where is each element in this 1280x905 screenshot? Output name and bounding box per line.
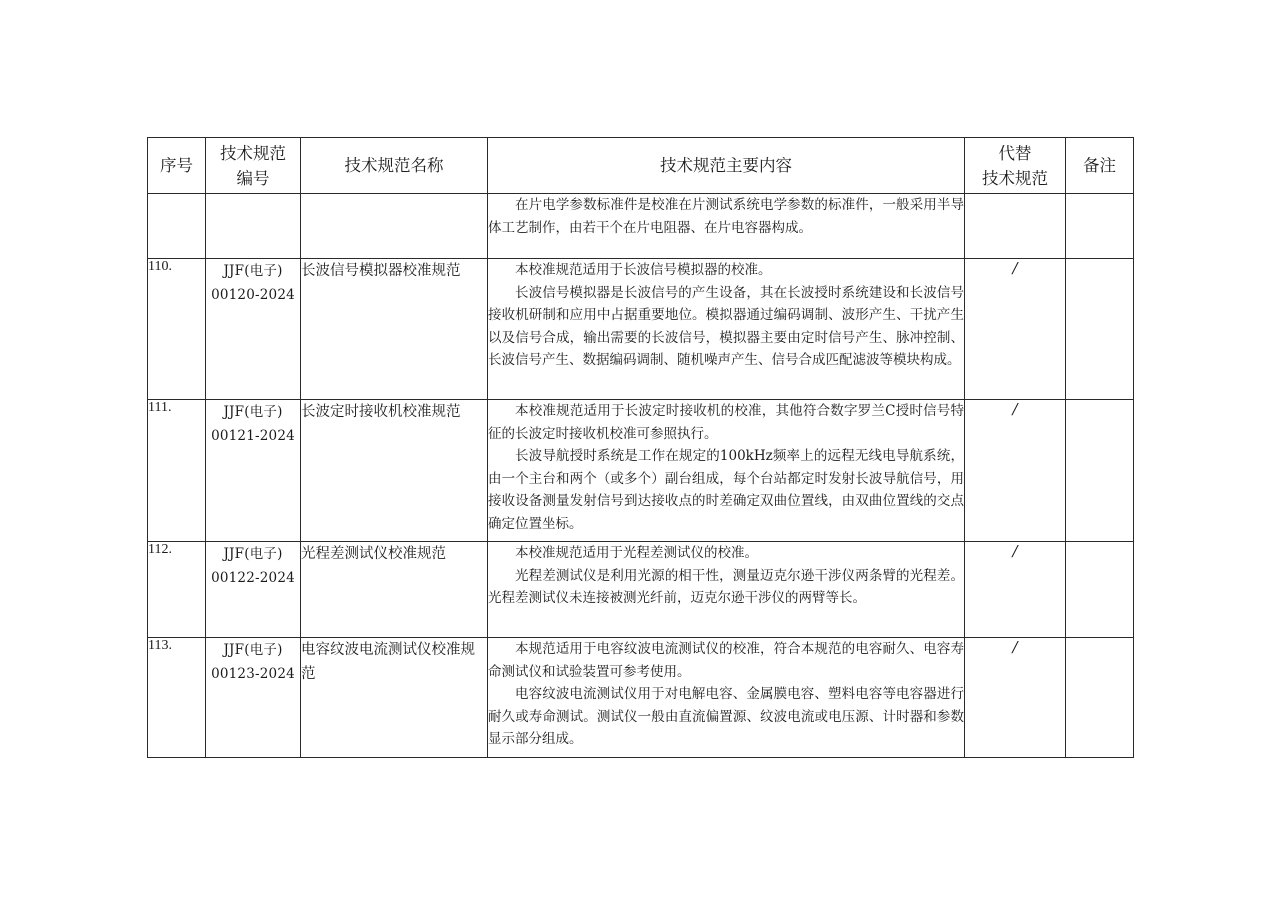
- header-code-line1: 技术规范: [220, 143, 286, 163]
- header-code: [206, 138, 301, 194]
- row-note: [1066, 638, 1134, 758]
- header-replace: [965, 138, 1066, 194]
- row-code-line2: 00120-2024: [211, 287, 295, 303]
- row-replace: /: [965, 400, 1066, 542]
- continuation-row: [148, 194, 1134, 259]
- row-name: 电容纹波电流测试仪校准规范: [301, 638, 488, 758]
- row-seq: 112.: [148, 542, 206, 638]
- header-row: [148, 138, 1134, 194]
- continuation-content-cell: [488, 194, 965, 259]
- continuation-code-cell: [206, 194, 301, 259]
- continuation-name-cell: [301, 194, 488, 259]
- row-code: [206, 542, 301, 638]
- row-seq: 110.: [148, 259, 206, 400]
- table-row: [148, 400, 1134, 542]
- header-content: 技术规范主要内容: [488, 138, 965, 194]
- continuation-replace-cell: [965, 194, 1066, 259]
- row-paragraph: 本校准规范适用于光程差测试仪的校准。: [515, 545, 758, 561]
- header-code-line2: 编号: [236, 168, 270, 188]
- row-paragraph: 电容纹波电流测试仪用于对电解电容、金属膜电容、塑料电容等电容器进行耐久或寿命测试。测试仪一般由直流偏置源、纹波电流或电压源、计时器和参数显示部分组成。: [488, 686, 964, 747]
- header-replace-line1: 代替: [998, 143, 1032, 163]
- row-replace: /: [965, 638, 1066, 758]
- row-replace: /: [965, 259, 1066, 400]
- row-code: [206, 400, 301, 542]
- row-note: [1066, 400, 1134, 542]
- header-note: 备注: [1066, 138, 1134, 194]
- table-row: [148, 259, 1134, 400]
- header-name: 技术规范名称: [301, 138, 488, 194]
- row-code-line1: JJF(电子): [223, 642, 283, 658]
- header-seq: 序号: [148, 138, 206, 194]
- row-paragraph: 本规范适用于电容纹波电流测试仪的校准，符合本规范的电容耐久、电容寿命测试仪和试验装置可参考使用。: [488, 641, 964, 680]
- row-content: [488, 259, 965, 400]
- row-code-line1: JJF(电子): [223, 263, 283, 279]
- row-replace: /: [965, 542, 1066, 638]
- row-seq: 113.: [148, 638, 206, 758]
- row-code-line2: 00121-2024: [211, 428, 295, 444]
- row-code-line2: 00122-2024: [211, 570, 295, 586]
- row-code-line2: 00123-2024: [211, 666, 295, 682]
- row-content: [488, 542, 965, 638]
- row-note: [1066, 259, 1134, 400]
- row-note: [1066, 542, 1134, 638]
- row-paragraph: 光程差测试仪是利用光源的相干性，测量迈克尔逊干涉仪两条臂的光程差。光程差测试仪未连接被测光纤前，迈克尔逊干涉仪的两臂等长。: [488, 567, 964, 606]
- table-row: [148, 542, 1134, 638]
- row-name: 长波信号模拟器校准规范: [301, 259, 488, 400]
- spec-table: [147, 137, 1134, 758]
- row-paragraph: 本校准规范适用于长波定时接收机的校准，其他符合数字罗兰C授时信号特征的长波定时接收机校准可参照执行。: [488, 403, 964, 442]
- header-replace-line2: 技术规范: [982, 168, 1048, 188]
- row-code: [206, 259, 301, 400]
- row-code-line1: JJF(电子): [223, 404, 283, 420]
- row-name: 长波定时接收机校准规范: [301, 400, 488, 542]
- row-code-line1: JJF(电子): [223, 546, 283, 562]
- row-paragraph: 长波信号模拟器是长波信号的产生设备，其在长波授时系统建设和长波信号接收机研制和应用中占据重要地位。模拟器通过编码调制、波形产生、干扰产生以及信号合成，输出需要的长波信号，模拟器主要由定时信号产生、脉冲控制、长波信号产生、数据编码调制、随机噪声产生、信号合成匹配滤波等模块构成。: [488, 284, 964, 368]
- table-row: [148, 638, 1134, 758]
- row-seq: 111.: [148, 400, 206, 542]
- row-content: [488, 400, 965, 542]
- row-code: [206, 638, 301, 758]
- row-content: [488, 638, 965, 758]
- row-paragraph: 长波导航授时系统是工作在规定的100kHz频率上的远程无线电导航系统，由一个主台和两个（或多个）副台组成，每个台站都定时发射长波导航信号，用接收设备测量发射信号到达接收点的时差确定双曲位置线，由双曲位置线的交点确定位置坐标。: [488, 448, 964, 532]
- continuation-note-cell: [1066, 194, 1134, 259]
- row-name: 光程差测试仪校准规范: [301, 542, 488, 638]
- continuation-paragraph: 在片电学参数标准件是校准在片测试系统电学参数的标准件，一般采用半导体工艺制作，由若干个在片电阻器、在片电容器构成。: [488, 197, 964, 236]
- row-paragraph: 本校准规范适用于长波信号模拟器的校准。: [515, 262, 772, 278]
- continuation-seq-cell: [148, 194, 206, 259]
